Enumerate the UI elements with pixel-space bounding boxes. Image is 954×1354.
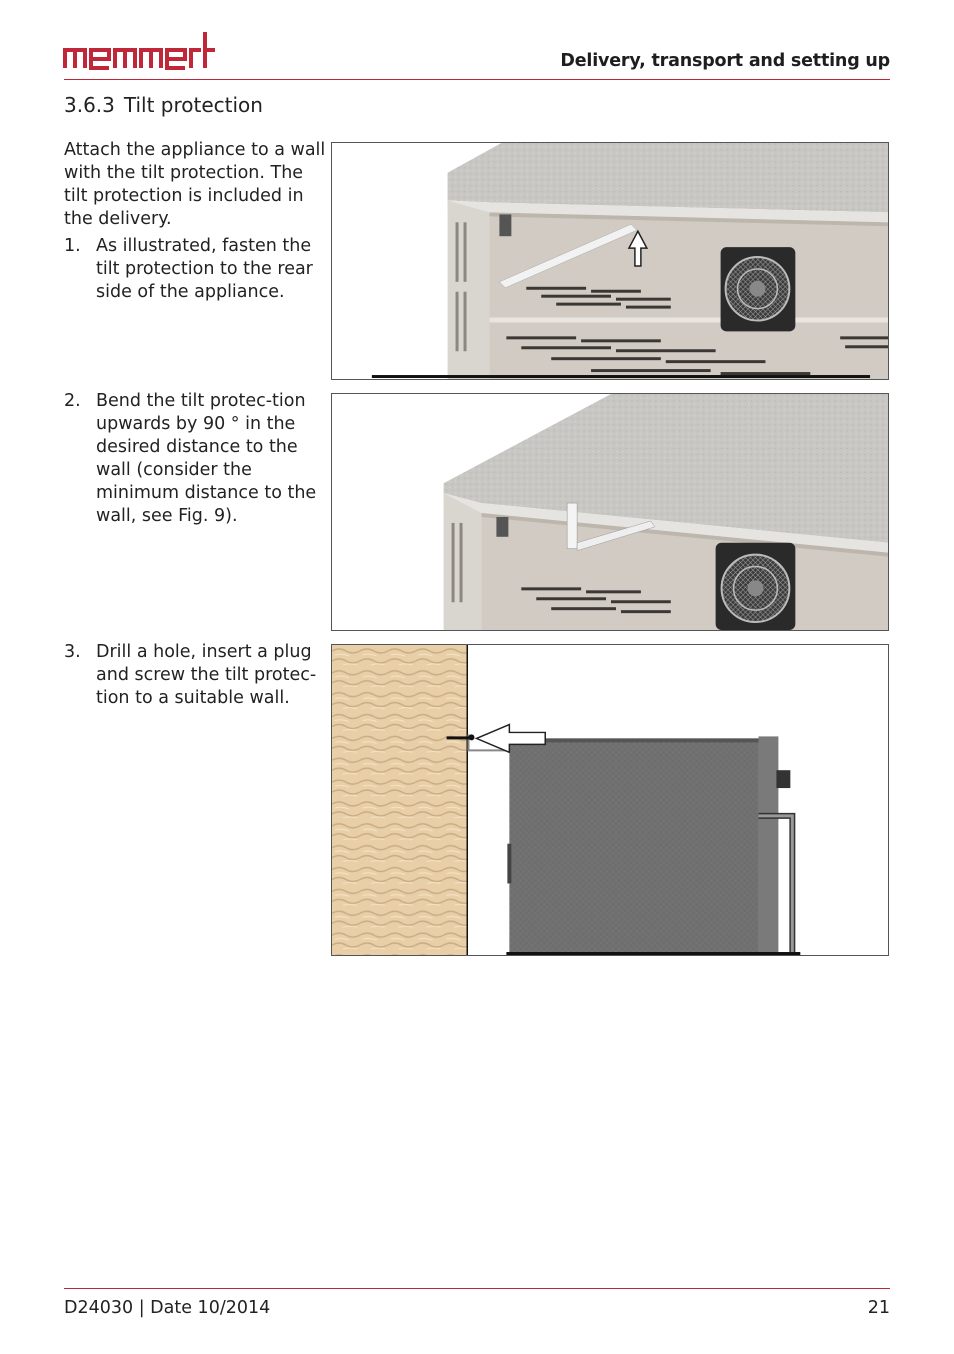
footer-rule [64,1288,890,1289]
step-number: 1. [64,236,81,256]
section-number: 3.6.3 [64,93,115,117]
step-number: 2. [64,391,81,411]
page-number: 21 [867,1298,890,1318]
footer-doc-info: D24030 | Date 10/2014 [64,1298,271,1318]
header-title: Delivery, transport and setting up [560,51,890,71]
figure-tilt-protection-fastened [331,142,889,380]
memmert-logo [62,30,218,72]
step-text: As illustrated, fasten the tilt protection to the rear side of the appliance. [96,236,313,302]
section-heading [64,93,263,117]
section-title: Tilt protection [123,93,263,117]
figure-tilt-protection-wall [331,644,889,956]
step-text: Drill a hole, insert a plug and screw the tilt protec-tion to a suitable wall. [96,642,317,708]
step-text: Bend the tilt protec-tion upwards by 90 ° in the desired distance to the wall (consider the minimum distance to the wall, see Fig. 9). [96,391,317,526]
step-number: 3. [64,642,81,662]
header-rule [64,79,890,80]
intro-paragraph: Attach the appliance to a wall with the tilt protection. The tilt protection is included in the delivery. [64,140,326,229]
figure-tilt-protection-bent [331,393,889,631]
